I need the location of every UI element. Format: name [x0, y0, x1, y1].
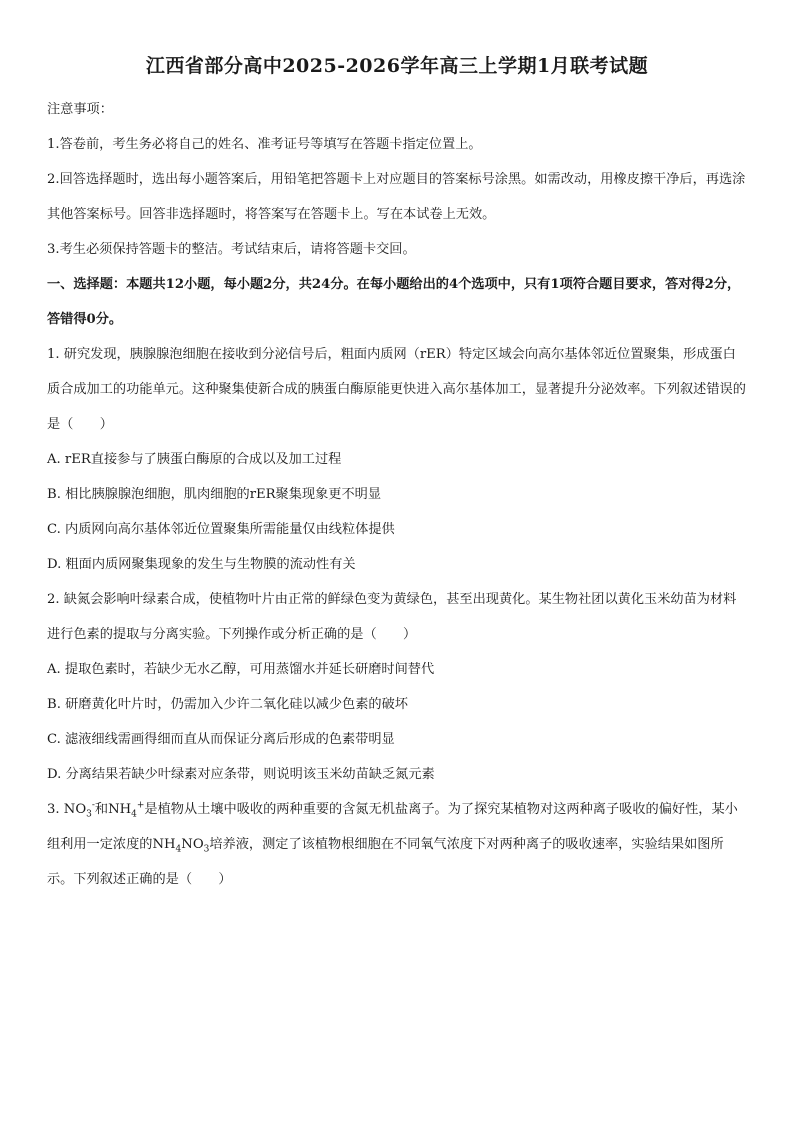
notice-item-2: 2.回答选择题时，选出每小题答案后，用铅笔把答题卡上对应题目的答案标号涂黑。如需改动，用橡皮擦干净后，再选涂其他答案标号。回答非选择题时，将答案写在答题卡上。写在本试卷上无效。 — [47, 172, 746, 222]
question-1-stem: 1. 研究发现，胰腺腺泡细胞在接收到分泌信号后，粗面内质网（rER）特定区域会向高尔基体邻近位置聚集，形成蛋白质合成加工的功能单元。这种聚集使新合成的胰蛋白酶原能更快进入高尔基体加工，显著提升分泌效率。下列叙述错误的是（ ） — [47, 347, 746, 432]
q3-sub-4: 3 — [203, 844, 210, 855]
question-2-option-b: B. 研磨黄化叶片时，仍需加入少许二氧化硅以减少色素的破坏 — [47, 697, 408, 712]
q3-text-4: NO — [181, 837, 204, 852]
notice-heading: 注意事项： — [47, 102, 113, 117]
question-2-option-a: A. 提取色素时，若缺少无水乙醇，可用蒸馏水并延长研磨时间替代 — [47, 662, 435, 677]
exam-page — [47, 52, 747, 897]
q3-sub-3: 4 — [175, 844, 182, 855]
question-1-option-c: C. 内质网向高尔基体邻近位置聚集所需能量仅由线粒体提供 — [47, 522, 395, 537]
question-2-stem: 2. 缺氮会影响叶绿素合成，使植物叶片由正常的鲜绿色变为黄绿色，甚至出现黄化。某生物社团以黄化玉米幼苗为材料进行色素的提取与分离实验。下列操作或分析正确的是（ ） — [47, 592, 737, 642]
notice-item-3: 3.考生必须保持答题卡的整洁。考试结束后，请将答题卡交回。 — [47, 242, 416, 257]
q3-sub-1: 3 — [86, 809, 92, 820]
notice-item-1: 1.答卷前，考生务必将自己的姓名、准考证号等填写在答题卡指定位置上。 — [47, 137, 482, 152]
section-heading: 一、选择题：本题共12小题，每小题2分，共24分。在每小题给出的4个选项中，只有1项符合题目要求，答对得2分，答错得0分。 — [47, 277, 741, 327]
q3-sup-2: + — [136, 800, 145, 811]
q3-text-2: 和NH — [94, 802, 132, 817]
question-1-option-d: D. 粗面内质网聚集现象的发生与生物膜的流动性有关 — [47, 557, 356, 572]
question-2-option-c: C. 滤液细线需画得细而直从而保证分离后形成的色素带明显 — [47, 732, 395, 747]
q3-text-3: 是植物从土壤中吸收的两种重要的含氮无机盐离子。为了探究某植物对这两种离子吸收的偏好性，某小组利用一定浓度的NH — [47, 802, 738, 852]
question-3-stem — [47, 792, 747, 897]
page-title: 江西省部分高中2025-2026学年高三上学期1月联考试题 — [145, 55, 649, 77]
question-2-option-d: D. 分离结果若缺少叶绿素对应条带，则说明该玉米幼苗缺乏氮元素 — [47, 767, 435, 782]
q3-sup-1: - — [91, 800, 95, 811]
question-1-option-a: A. rER直接参与了胰蛋白酶原的合成以及加工过程 — [47, 452, 342, 467]
question-1-option-b: B. 相比胰腺腺泡细胞，肌肉细胞的rER聚集现象更不明显 — [47, 487, 382, 502]
q3-text-5: 培养液，测定了该植物根细胞在不同氧气浓度下对两种离子的吸收速率，实验结果如图所示。下列叙述正确的是（ ） — [47, 837, 724, 887]
q3-sub-2: 4 — [131, 809, 137, 820]
q3-text-1: 3. NO — [47, 802, 87, 817]
